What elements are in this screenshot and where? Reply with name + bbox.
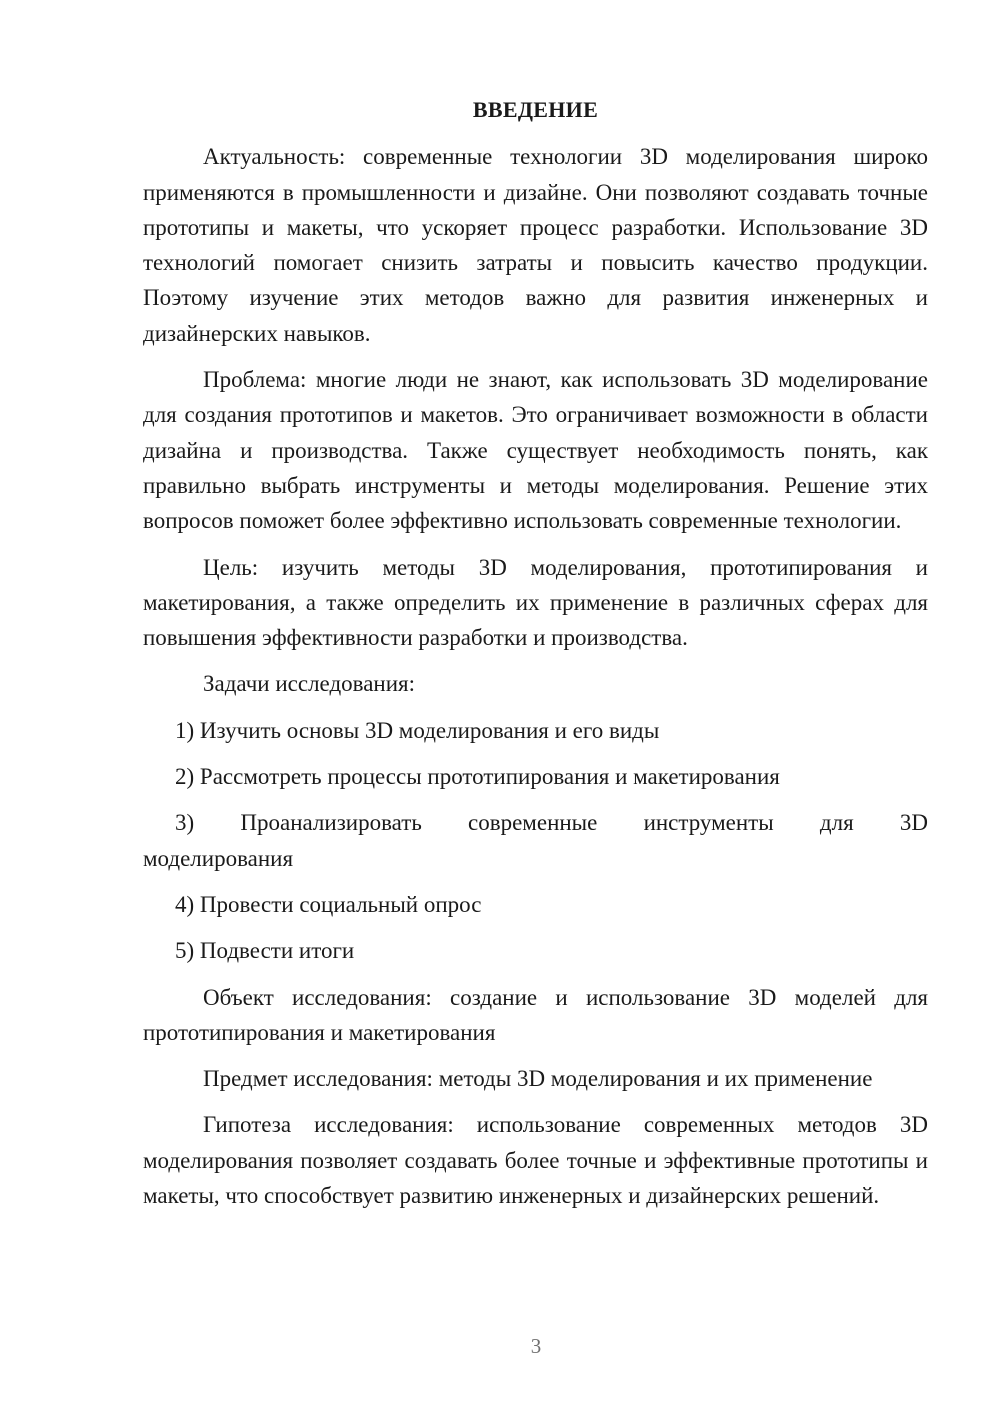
task-item-1: 1) Изучить основы 3D моделирования и его виды (175, 717, 660, 743)
document-page (143, 92, 928, 1224)
problem-paragraph: Проблема: многие люди не знают, как использовать 3D моделирование для создания прототипов и макетов. Это ограничивает возможности в области дизайна и производства. Также существует необходимость понять, как правильно выбрать инструменты и методы моделирования. Решение этих вопросов поможет более эффективно использовать современные технологии. (143, 367, 928, 534)
relevance-paragraph: Актуальность: современные технологии 3D моделирования широко применяются в промышленности и дизайне. Они позволяют создавать точные прототипы и макеты, что ускоряет процесс разработки. Использование 3D технологий помогает снизить затраты и повысить качество продукции. Поэтому изучение этих методов важно для развития инженерных и дизайнерских навыков. (143, 144, 928, 346)
hypothesis-paragraph: Гипотеза исследования: использование современных методов 3D моделирования позволяет создавать более точные и эффективные прототипы и макеты, что способствует развитию инженерных и дизайнерских решений. (143, 1112, 928, 1209)
task-item-3-continuation: моделирования (143, 845, 294, 871)
section-title: ВВЕДЕНИЕ (472, 97, 599, 122)
object-paragraph: Объект исследования: создание и использование 3D моделей для прототипирования и макетирования (143, 984, 928, 1045)
page-number: 3 (530, 1334, 542, 1358)
task-item-2: 2) Рассмотреть процессы прототипирования и макетирования (175, 764, 780, 790)
task-item-4: 4) Провести социальный опрос (175, 891, 482, 917)
subject-paragraph: Предмет исследования: методы 3D моделирования и их применение (203, 1066, 873, 1092)
task-item-3: 3) Проанализировать современные инструменты для 3D (175, 810, 928, 836)
task-item-5: 5) Подвести итоги (175, 938, 355, 964)
goal-paragraph: Цель: изучить методы 3D моделирования, прототипирования и макетирования, а также определить их применение в различных сферах для повышения эффективности разработки и производства. (143, 554, 928, 651)
tasks-heading: Задачи исследования: (203, 671, 416, 697)
